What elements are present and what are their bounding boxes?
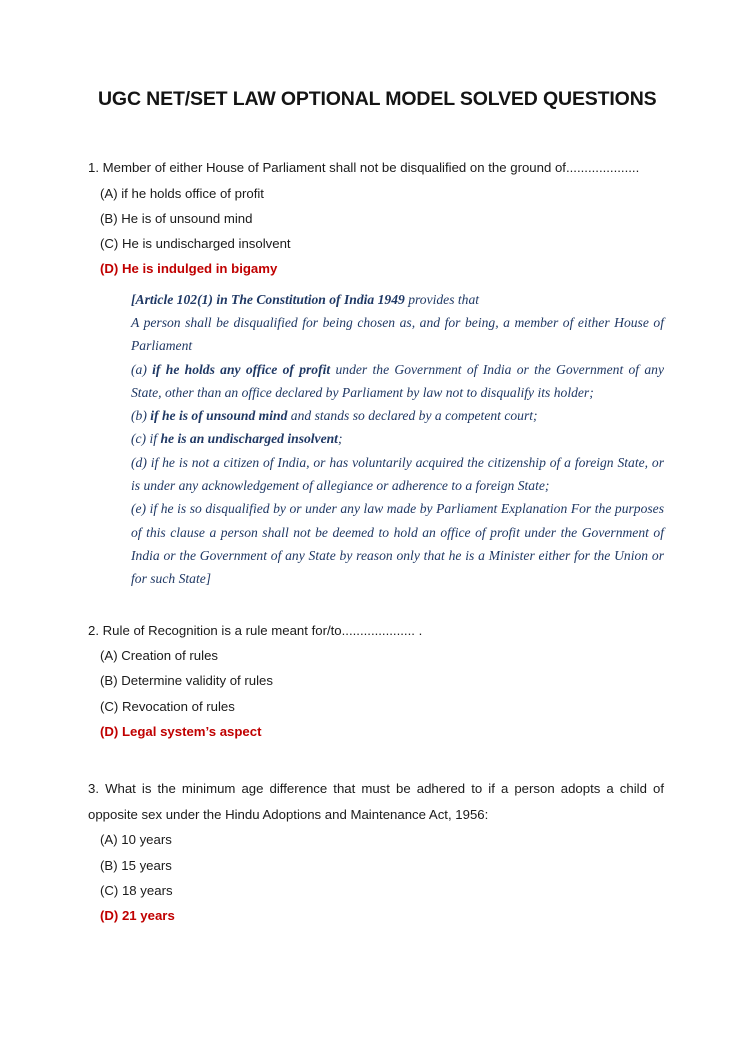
- clause-a-prefix: (a): [131, 361, 153, 377]
- clause-a-rest: under the Government of India or the Government of any State, other than an office declared by Parliament by law not to disqualify its holder;: [131, 361, 665, 400]
- explanation-heading-rest: provides that: [404, 291, 480, 307]
- option-2-d[interactable]: (D) Legal system’s aspect: [100, 723, 262, 739]
- explanation-clause-a: [131, 358, 664, 405]
- explanation-intro: A person shall be disqualified for being chosen as, and for being, a member of either House of Parliament: [131, 314, 664, 354]
- clause-b-prefix: (b): [131, 408, 151, 424]
- option-3-a[interactable]: (A) 10 years: [100, 832, 172, 848]
- explanation-clause-e: (e) if he is so disqualified by or under any law made by Parliament Explanation For the purposes of this clause a person shall not be deemed to hold an office of profit under the Government of India or the Government of any State by reason only that he is a Minister either for the Union or for such State]: [131, 501, 664, 587]
- option-1-a[interactable]: (A) if he holds office of profit: [100, 185, 264, 201]
- option-1-b[interactable]: (B) He is of unsound mind: [100, 210, 253, 226]
- question-block-2: [88, 618, 664, 745]
- explanation-article-citation: [Article 102(1) in The Constitution of India 1949: [131, 291, 405, 307]
- option-1-c[interactable]: (C) He is undischarged insolvent: [100, 236, 291, 252]
- clause-b-rest: and stands so declared by a competent court;: [287, 408, 538, 424]
- clause-c-bold: he is an undischarged insolvent: [160, 431, 338, 447]
- spacer-after-question-1: [88, 591, 664, 618]
- question-block-3: [88, 776, 664, 928]
- question-block-1: [88, 155, 664, 591]
- option-2-a[interactable]: (A) Creation of rules: [100, 648, 218, 664]
- explanation-clause-b: [131, 404, 664, 427]
- option-3-b[interactable]: (B) 15 years: [100, 857, 172, 873]
- option-3-d[interactable]: (D) 21 years: [100, 908, 175, 924]
- explanation-clause-c: [131, 427, 664, 450]
- question-text-2: 2. Rule of Recognition is a rule meant for/to.................... .: [88, 622, 423, 638]
- clause-a-bold: if he holds any office of profit: [152, 361, 331, 377]
- explanation-heading: [131, 288, 664, 311]
- question-text-3: 3. What is the minimum age difference that must be adhered to if a person adopts a child of opposite sex under the Hindu Adoptions and Maintenance Act, 1956:: [88, 781, 664, 822]
- options-list-3: [88, 827, 664, 928]
- options-list-1: [88, 181, 664, 282]
- question-text-1: 1. Member of either House of Parliament shall not be disqualified on the ground of....................: [88, 160, 640, 175]
- explanation-block-1: [131, 288, 664, 591]
- clause-b-bold: if he is of unsound mind: [150, 408, 288, 424]
- clause-c-prefix: (c) if: [131, 431, 161, 447]
- option-2-b[interactable]: (B) Determine validity of rules: [100, 673, 273, 689]
- option-3-c[interactable]: (C) 18 years: [100, 882, 173, 898]
- page-title: UGC NET/SET LAW OPTIONAL MODEL SOLVED QUESTIONS: [98, 88, 657, 110]
- options-list-2: [88, 643, 664, 744]
- explanation-clause-d: (d) if he is not a citizen of India, or has voluntarily acquired the citizenship of a foreign State, or is under any acknowledgement of allegiance or adherence to a foreign State;: [131, 454, 664, 494]
- clause-c-rest: ;: [337, 431, 343, 447]
- option-1-d[interactable]: (D) He is indulged in bigamy: [100, 261, 278, 277]
- spacer-after-question-2: [88, 744, 664, 776]
- option-2-c[interactable]: (C) Revocation of rules: [100, 698, 235, 714]
